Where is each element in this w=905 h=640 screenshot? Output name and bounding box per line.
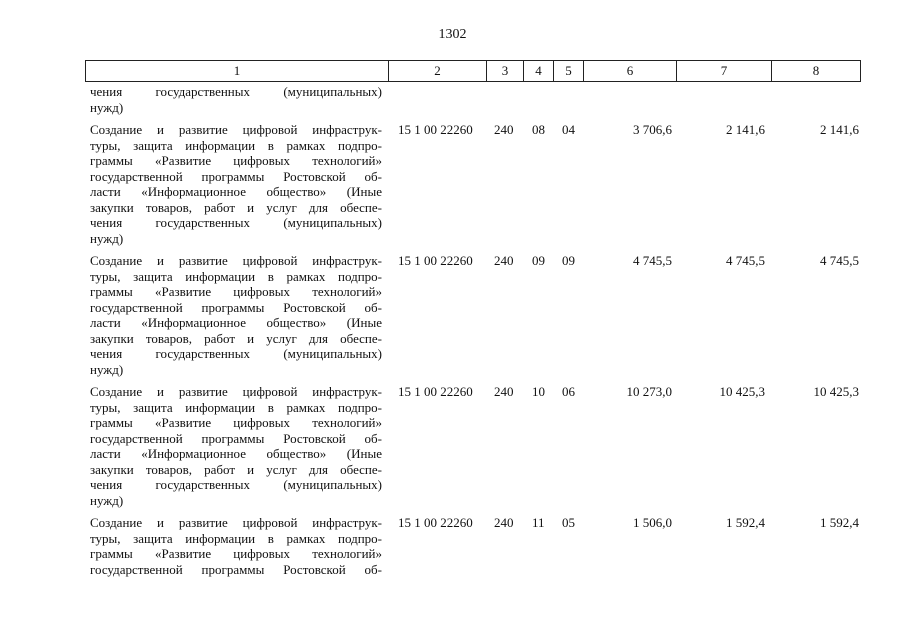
description-line: нужд) [90,361,124,377]
continuation-line: чения государственных (муниципальных) [90,84,382,99]
section-code: 09 [532,253,545,268]
column-header-row [85,60,861,82]
amount-col-8: 1 592,4 [820,515,859,530]
column-header-6: 6 [584,61,677,82]
expense-type: 240 [494,253,514,268]
target-code: 15 1 00 22260 [398,122,473,137]
row-description [90,253,382,377]
description-line: граммы «Развитие цифровых технологий» [90,153,382,168]
target-code: 15 1 00 22260 [398,515,473,530]
section-code: 11 [532,515,545,530]
amount-col-7: 4 745,5 [726,253,765,268]
description-line: нужд) [90,230,124,246]
amount-col-8: 10 425,3 [813,384,859,399]
row-description [90,384,382,508]
amount-col-6: 3 706,6 [633,122,672,137]
row-description [90,122,382,246]
amount-col-8: 2 141,6 [820,122,859,137]
row-description [90,515,382,577]
subsection-code: 04 [562,122,575,137]
description-line: туры, защита информации в рамках подпро- [90,268,382,284]
description-line: Создание и развитие цифровой инфраструк- [90,515,382,530]
expense-type: 240 [494,515,514,530]
target-code: 15 1 00 22260 [398,253,473,268]
description-line: чения государственных (муниципальных) [90,346,382,361]
amount-col-6: 1 506,0 [633,515,672,530]
description-line: Создание и развитие цифровой инфраструк- [90,253,382,268]
description-line: государственной программы Ростовской об- [90,168,382,184]
expense-type: 240 [494,384,514,399]
description-line: граммы «Развитие цифровых технологий» [90,546,382,561]
description-line: закупки товаров, работ и услуг для обеспе- [90,199,382,215]
column-header-1: 1 [86,61,389,82]
description-line: нужд) [90,492,124,508]
description-line: закупки товаров, работ и услуг для обеспе- [90,461,382,477]
subsection-code: 05 [562,515,575,530]
description-line: ласти «Информационное общество» (Иные [90,184,382,199]
amount-col-8: 4 745,5 [820,253,859,268]
continuation-line: нужд) [90,99,124,115]
target-code: 15 1 00 22260 [398,384,473,399]
description-line: чения государственных (муниципальных) [90,477,382,492]
description-line: государственной программы Ростовской об- [90,561,382,577]
expense-type: 240 [494,122,514,137]
page-number: 1302 [438,27,467,42]
section-code: 08 [532,122,545,137]
section-code: 10 [532,384,545,399]
description-line: ласти «Информационное общество» (Иные [90,315,382,330]
column-header-4: 4 [524,61,554,82]
column-header-3: 3 [487,61,524,82]
amount-col-6: 4 745,5 [633,253,672,268]
description-line: Создание и развитие цифровой инфраструк- [90,384,382,399]
description-line: туры, защита информации в рамках подпро- [90,530,382,546]
amount-col-7: 10 425,3 [719,384,765,399]
description-line: государственной программы Ростовской об- [90,299,382,315]
description-line: закупки товаров, работ и услуг для обеспе- [90,330,382,346]
column-header-5: 5 [554,61,584,82]
description-line: чения государственных (муниципальных) [90,215,382,230]
column-header-2: 2 [389,61,487,82]
description-line: ласти «Информационное общество» (Иные [90,446,382,461]
description-line: туры, защита информации в рамках подпро- [90,399,382,415]
description-line: туры, защита информации в рамках подпро- [90,137,382,153]
subsection-code: 09 [562,253,575,268]
column-header-7: 7 [677,61,772,82]
description-line: государственной программы Ростовской об- [90,430,382,446]
description-line: граммы «Развитие цифровых технологий» [90,415,382,430]
description-line: Создание и развитие цифровой инфраструк- [90,122,382,137]
amount-col-6: 10 273,0 [626,384,672,399]
continuation-text [90,84,382,115]
description-line: граммы «Развитие цифровых технологий» [90,284,382,299]
column-header-8: 8 [772,61,861,82]
amount-col-7: 1 592,4 [726,515,765,530]
subsection-code: 06 [562,384,575,399]
amount-col-7: 2 141,6 [726,122,765,137]
